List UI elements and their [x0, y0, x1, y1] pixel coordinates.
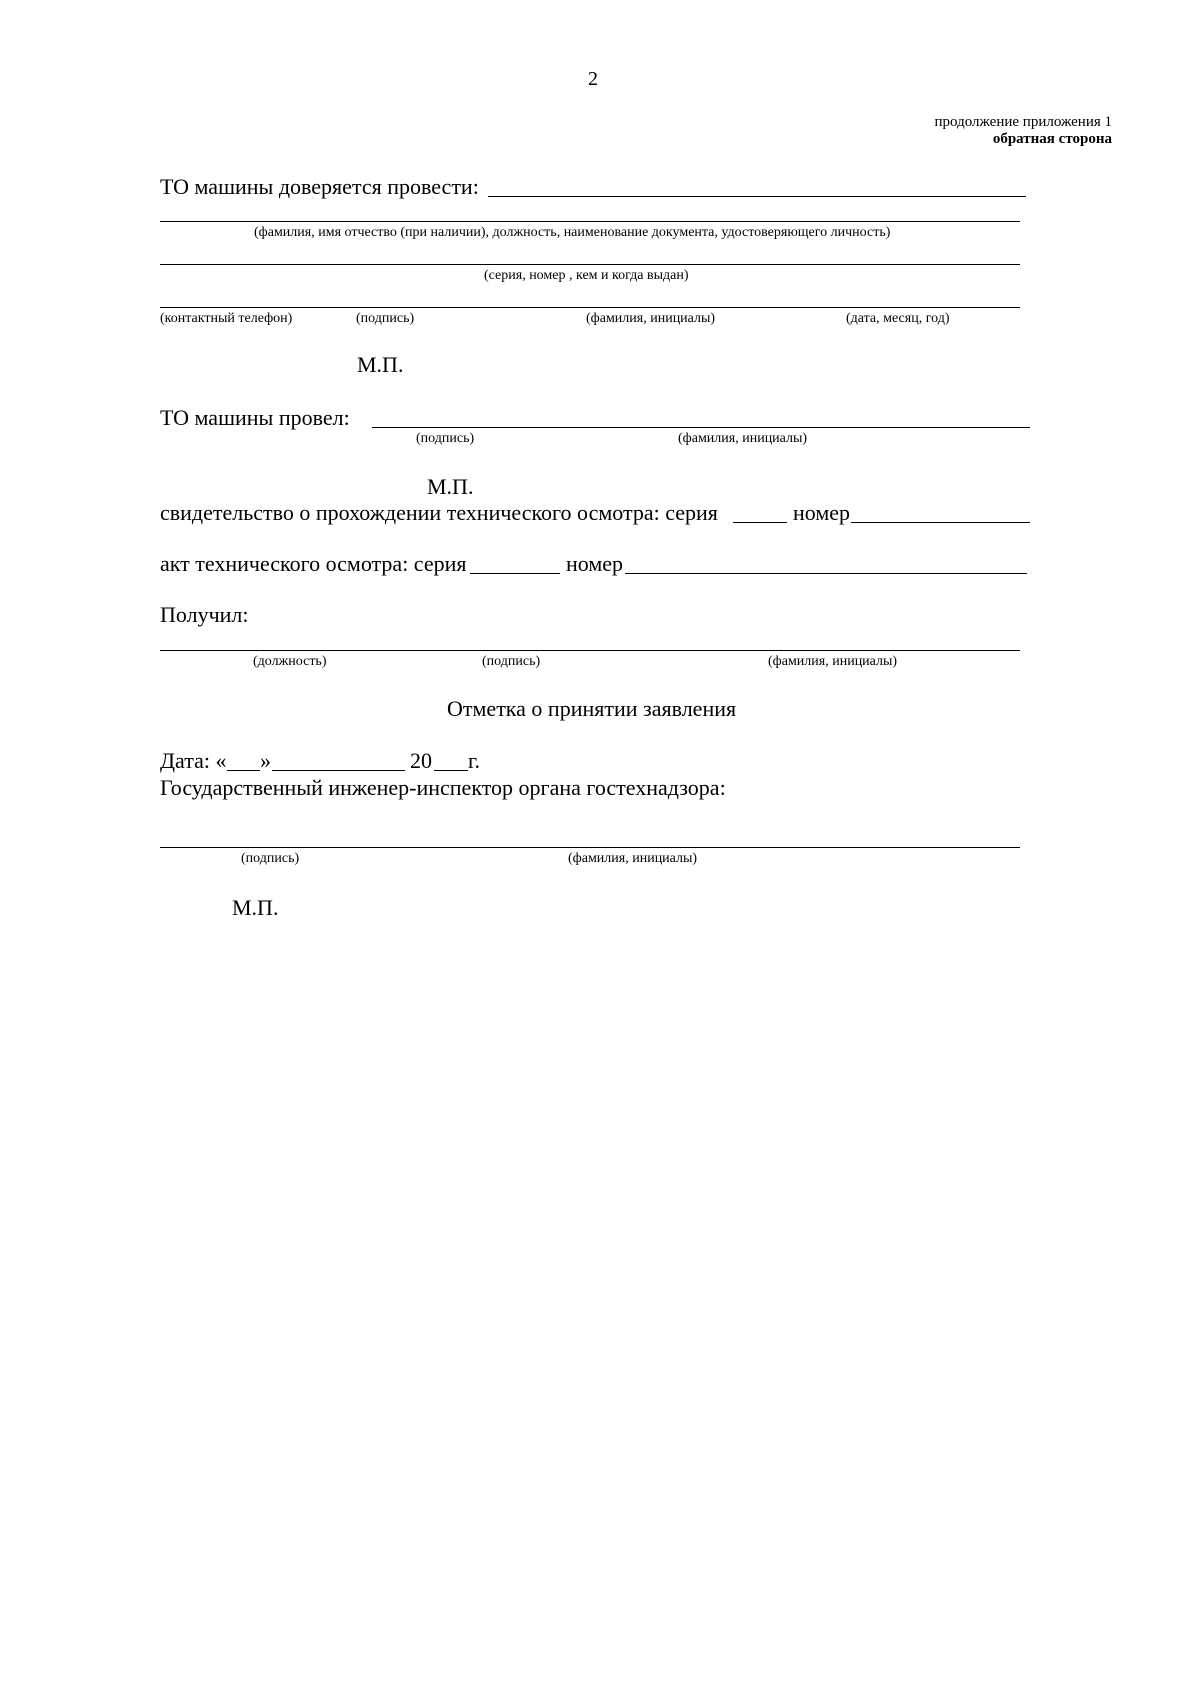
certificate-label: свидетельство о прохождении технического осмотра: серия [160, 500, 718, 525]
caption-signature-4: (подпись) [241, 851, 300, 866]
performed-label: ТО машины провел: [160, 405, 350, 430]
entrusted-line-4 [160, 307, 1020, 308]
page-number: 2 [588, 68, 598, 90]
date-month-line [272, 770, 405, 771]
date-day-line [227, 770, 260, 771]
caption-fio-4: (фамилия, инициалы) [568, 851, 698, 866]
caption-signature-2: (подпись) [416, 431, 475, 446]
received-label: Получил: [160, 602, 249, 627]
date-close: » [260, 748, 271, 773]
caption-position: (должность) [253, 654, 327, 669]
caption-signature-3: (подпись) [482, 654, 541, 669]
certificate-number-line [851, 522, 1030, 523]
received-line [160, 650, 1020, 651]
caption-signature-1: (подпись) [356, 311, 415, 326]
inspector-label: Государственный инженер-инспектор органа гостехнадзора: [160, 775, 726, 800]
date-year-line [434, 770, 468, 771]
act-number-line [625, 573, 1027, 574]
performed-line [372, 427, 1030, 428]
year-suffix: г. [468, 748, 481, 773]
acceptance-title: Отметка о принятии заявления [447, 696, 737, 721]
side-note: обратная сторона [992, 131, 1112, 147]
certificate-number-label: номер [793, 500, 851, 525]
entrusted-label: ТО машины доверяется провести: [160, 174, 479, 199]
entrusted-line-3 [160, 264, 1020, 265]
appendix-note: продолжение приложения 1 [934, 114, 1112, 130]
caption-fio-2: (фамилия, инициалы) [678, 431, 808, 446]
caption-name: (фамилия, имя отчество (при наличии), должность, наименование документа, удостоверяющего личность) [254, 225, 891, 240]
act-label: акт технического осмотра: серия [160, 551, 467, 576]
stamp-3: М.П. [232, 895, 279, 920]
year-prefix: 20 [410, 748, 432, 773]
caption-phone: (контактный телефон) [160, 311, 293, 326]
stamp-1: М.П. [357, 352, 404, 377]
inspector-line [160, 847, 1020, 848]
caption-fio-3: (фамилия, инициалы) [768, 654, 898, 669]
caption-fio-1: (фамилия, инициалы) [586, 311, 716, 326]
act-number-label: номер [566, 551, 624, 576]
certificate-series-line [733, 522, 787, 523]
act-series-line [470, 573, 560, 574]
caption-series: (серия, номер , кем и когда выдан) [484, 268, 689, 283]
entrusted-line-1 [488, 196, 1026, 197]
entrusted-line-2 [160, 221, 1020, 222]
date-label: Дата: « [160, 748, 227, 773]
caption-date: (дата, месяц, год) [846, 311, 950, 326]
stamp-2: М.П. [427, 474, 474, 499]
